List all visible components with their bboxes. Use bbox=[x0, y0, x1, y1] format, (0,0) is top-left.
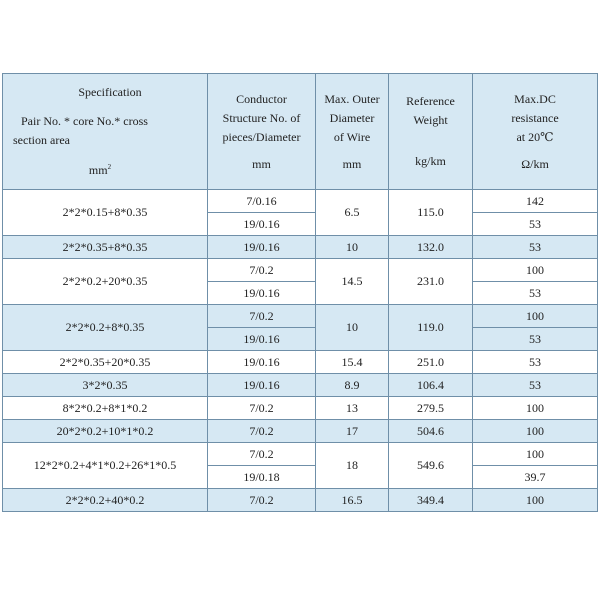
header-outer-unit: mm bbox=[342, 156, 362, 171]
spec-table bbox=[2, 73, 598, 512]
cell-conductor: 7/0.2 bbox=[208, 397, 316, 420]
cell-weight: 549.6 bbox=[389, 443, 473, 489]
cell-resistance: 100 bbox=[473, 489, 598, 512]
cell-resistance: 100 bbox=[473, 443, 598, 466]
header-resistance bbox=[473, 74, 598, 190]
cell-outer-diameter: 6.5 bbox=[316, 190, 389, 236]
cell-conductor: 19/0.16 bbox=[208, 213, 316, 236]
table-row bbox=[3, 351, 598, 374]
table-row bbox=[3, 420, 598, 443]
table-row bbox=[3, 190, 598, 213]
header-weight-unit: kg/km bbox=[415, 154, 446, 168]
cell-resistance: 53 bbox=[473, 328, 598, 351]
header-spec-unit bbox=[13, 158, 207, 180]
cell-specification: 12*2*0.2+4*1*0.2+26*1*0.5 bbox=[3, 443, 208, 489]
cell-resistance: 53 bbox=[473, 374, 598, 397]
cell-resistance: 53 bbox=[473, 213, 598, 236]
cell-weight: 132.0 bbox=[389, 236, 473, 259]
cell-specification: 3*2*0.35 bbox=[3, 374, 208, 397]
cell-resistance: 100 bbox=[473, 397, 598, 420]
cell-resistance: 100 bbox=[473, 420, 598, 443]
cell-specification: 2*2*0.35+20*0.35 bbox=[3, 351, 208, 374]
cell-specification: 2*2*0.15+8*0.35 bbox=[3, 190, 208, 236]
header-conductor-line3: pieces/Diameter bbox=[222, 129, 301, 144]
cell-outer-diameter: 17 bbox=[316, 420, 389, 443]
cell-resistance: 53 bbox=[473, 351, 598, 374]
cell-outer-diameter: 14.5 bbox=[316, 259, 389, 305]
cell-weight: 504.6 bbox=[389, 420, 473, 443]
header-conductor bbox=[208, 74, 316, 190]
cell-outer-diameter: 8.9 bbox=[316, 374, 389, 397]
cell-weight: 106.4 bbox=[389, 374, 473, 397]
header-resistance-unit: Ω/km bbox=[521, 156, 549, 171]
header-spec-line2: Pair No. * core No.* cross bbox=[21, 114, 148, 128]
cell-resistance: 142 bbox=[473, 190, 598, 213]
table-row bbox=[3, 397, 598, 420]
cell-conductor: 19/0.16 bbox=[208, 328, 316, 351]
cell-specification: 20*2*0.2+10*1*0.2 bbox=[3, 420, 208, 443]
cell-resistance: 53 bbox=[473, 282, 598, 305]
header-spec-line1: Specification bbox=[78, 85, 142, 99]
cell-conductor: 7/0.2 bbox=[208, 420, 316, 443]
header-spec-unit-sup: 2 bbox=[107, 163, 112, 171]
cell-specification: 2*2*0.35+8*0.35 bbox=[3, 236, 208, 259]
cell-specification: 2*2*0.2+20*0.35 bbox=[3, 259, 208, 305]
cell-weight: 119.0 bbox=[389, 305, 473, 351]
cell-outer-diameter: 10 bbox=[316, 305, 389, 351]
header-resistance-line2: resistance bbox=[511, 110, 559, 125]
header-weight bbox=[389, 74, 473, 190]
header-resistance-line3: at 20℃ bbox=[516, 129, 554, 144]
header-conductor-line2: Structure No. of bbox=[222, 110, 301, 125]
cell-weight: 251.0 bbox=[389, 351, 473, 374]
table-row bbox=[3, 443, 598, 466]
cell-resistance: 39.7 bbox=[473, 466, 598, 489]
cell-weight: 349.4 bbox=[389, 489, 473, 512]
header-outer-line2: Diameter bbox=[329, 110, 375, 125]
table-body bbox=[3, 190, 598, 512]
cell-weight: 279.5 bbox=[389, 397, 473, 420]
cell-conductor: 19/0.18 bbox=[208, 466, 316, 489]
cell-specification: 2*2*0.2+40*0.2 bbox=[3, 489, 208, 512]
cell-weight: 115.0 bbox=[389, 190, 473, 236]
cell-outer-diameter: 18 bbox=[316, 443, 389, 489]
cell-conductor: 7/0.16 bbox=[208, 190, 316, 213]
header-conductor-line1: Conductor bbox=[236, 91, 287, 106]
header-outer-diameter bbox=[316, 74, 389, 190]
header-conductor-unit: mm bbox=[252, 156, 271, 171]
cell-conductor: 19/0.16 bbox=[208, 374, 316, 397]
header-weight-line1: Reference bbox=[406, 94, 455, 108]
cell-outer-diameter: 13 bbox=[316, 397, 389, 420]
cell-resistance: 100 bbox=[473, 305, 598, 328]
cell-outer-diameter: 15.4 bbox=[316, 351, 389, 374]
header-spec-unit-text: mm bbox=[88, 163, 108, 177]
table-row bbox=[3, 259, 598, 282]
cell-conductor: 7/0.2 bbox=[208, 489, 316, 512]
cell-conductor: 19/0.16 bbox=[208, 236, 316, 259]
cell-weight: 231.0 bbox=[389, 259, 473, 305]
cell-specification: 2*2*0.2+8*0.35 bbox=[3, 305, 208, 351]
header-resistance-line1: Max.DC bbox=[514, 91, 556, 106]
cell-outer-diameter: 10 bbox=[316, 236, 389, 259]
cell-conductor: 7/0.2 bbox=[208, 259, 316, 282]
header-outer-line1: Max. Outer bbox=[324, 91, 380, 106]
header-specification bbox=[3, 74, 208, 190]
cell-conductor: 19/0.16 bbox=[208, 351, 316, 374]
cell-conductor: 19/0.16 bbox=[208, 282, 316, 305]
header-spec-line3: section area bbox=[13, 133, 70, 147]
cell-resistance: 100 bbox=[473, 259, 598, 282]
table-row bbox=[3, 305, 598, 328]
cell-outer-diameter: 16.5 bbox=[316, 489, 389, 512]
cell-specification: 8*2*0.2+8*1*0.2 bbox=[3, 397, 208, 420]
header-weight-line2: Weight bbox=[413, 113, 448, 127]
table-row bbox=[3, 489, 598, 512]
cell-conductor: 7/0.2 bbox=[208, 443, 316, 466]
table-row bbox=[3, 236, 598, 259]
table-row bbox=[3, 374, 598, 397]
cell-resistance: 53 bbox=[473, 236, 598, 259]
header-row bbox=[3, 74, 598, 190]
header-outer-line3: of Wire bbox=[333, 129, 371, 144]
cell-conductor: 7/0.2 bbox=[208, 305, 316, 328]
